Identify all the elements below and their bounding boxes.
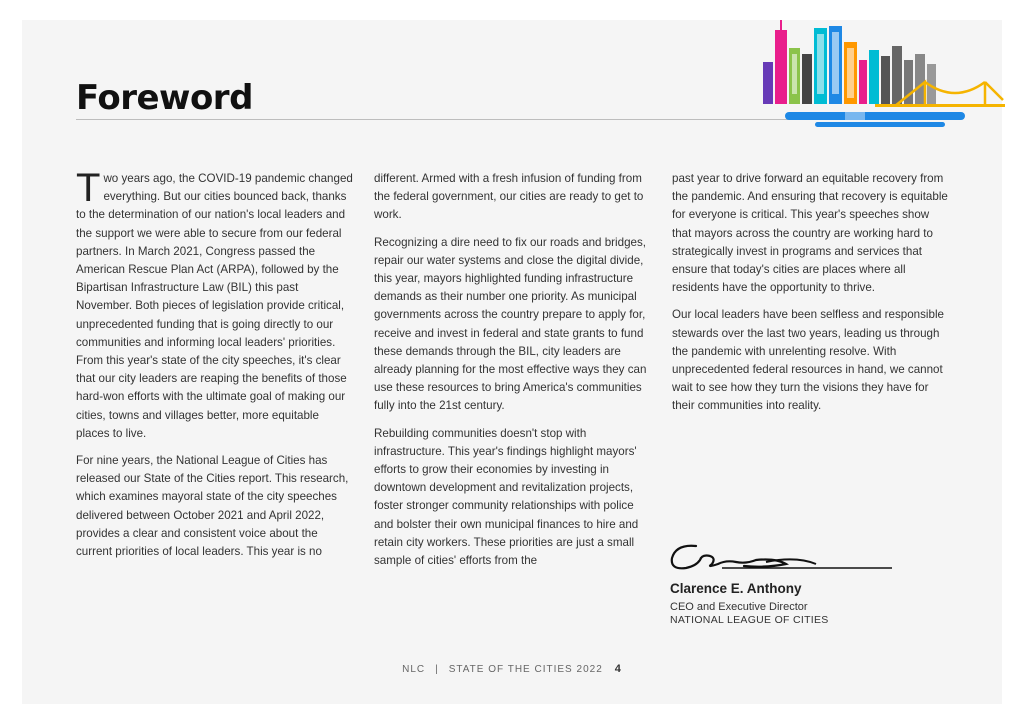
paragraph <box>76 166 354 443</box>
text-column-1 <box>76 166 354 570</box>
paragraph: different. Armed with a fresh infusion of funding from the federal government, our cities are ready to get to work. <box>374 172 644 222</box>
paragraph-text: wo years ago, the COVID-19 pandemic changed everything. But our cities bounced back, thanks to the determination of our nation's local leaders and the support we were able to secure from our federal partners. In March 2021, Congress passed the American Rescue Plan Act (ARPA), followed by the Bipartisan Infrastructure Law (BIL) this past November. Both pieces of legislation provide critical, unprecedented funding that is going directly to our communities and informing local leaders' priorities. From this year's state of the city speeches, it's clear that our city leaders are reaping the benefits of those hard-won efforts with the ultimate goal of making our cities, towns and villages better, more equitable places to live. <box>76 172 353 440</box>
footer-report: STATE OF THE CITIES 2022 <box>448 664 603 675</box>
paragraph: Recognizing a dire need to fix our roads and bridges, repair our water systems and close the digital divide, this year, mayors highlighted funding infrastructure demands as their number one priority. As municipal governments across the country prepare to apply for, receive and invest in federal and state grants to fund these demands through the BIL, city leaders are already planning for the most effective ways they can use these resources to bring America's communities fully into the 21st century. <box>374 235 647 413</box>
signatory-name: Clarence E. Anthony <box>670 581 802 596</box>
city-skyline-bridge-icon <box>755 20 1005 132</box>
page-footer <box>22 663 1002 675</box>
paragraph: Rebuilding communities doesn't stop with infrastructure. This year's findings highlight mayors' efforts to grow their economies by investing in downtown development and revitalization projects, foster stronger community relationships with police and bolster their own municipal finances to hire and retain city workers. These priorities are just a small sample of cities' efforts from the <box>374 426 639 568</box>
signatory-title: CEO and Executive Director <box>670 601 808 613</box>
handwritten-signature-icon <box>666 538 896 578</box>
paragraph: For nine years, the National League of Cities has released our State of the Cities report. This research, which examines mayoral state of the city speeches delivered between October 2021 and April 2022, provides a clear and consistent voice about the current priorities of local leaders. This year is no <box>76 454 349 559</box>
drop-cap: T <box>76 166 101 210</box>
footer-separator: | <box>435 664 439 675</box>
page-number: 4 <box>614 663 622 675</box>
page <box>22 20 1002 704</box>
text-column-2 <box>374 170 652 579</box>
paragraph: Our local leaders have been selfless and responsible stewards over the last two years, leading us through the pandemic with unrelenting resolve. With unprecedented federal resources in hand, we cannot wait to see how they turn the visions they have for their communities into reality. <box>672 308 944 413</box>
page-title: Foreword <box>76 78 253 118</box>
signatory-organization: NATIONAL LEAGUE OF CITIES <box>670 614 829 626</box>
footer-org: NLC <box>402 664 426 675</box>
text-column-3 <box>672 170 950 425</box>
paragraph: past year to drive forward an equitable recovery from the pandemic. And ensuring that recovery is equitable for everyone is critical. This year's speeches show that mayors across the country are working hard to strategically invest in programs and services that ensure that today's cities are places where all residents have the opportunity to thrive. <box>672 172 948 295</box>
